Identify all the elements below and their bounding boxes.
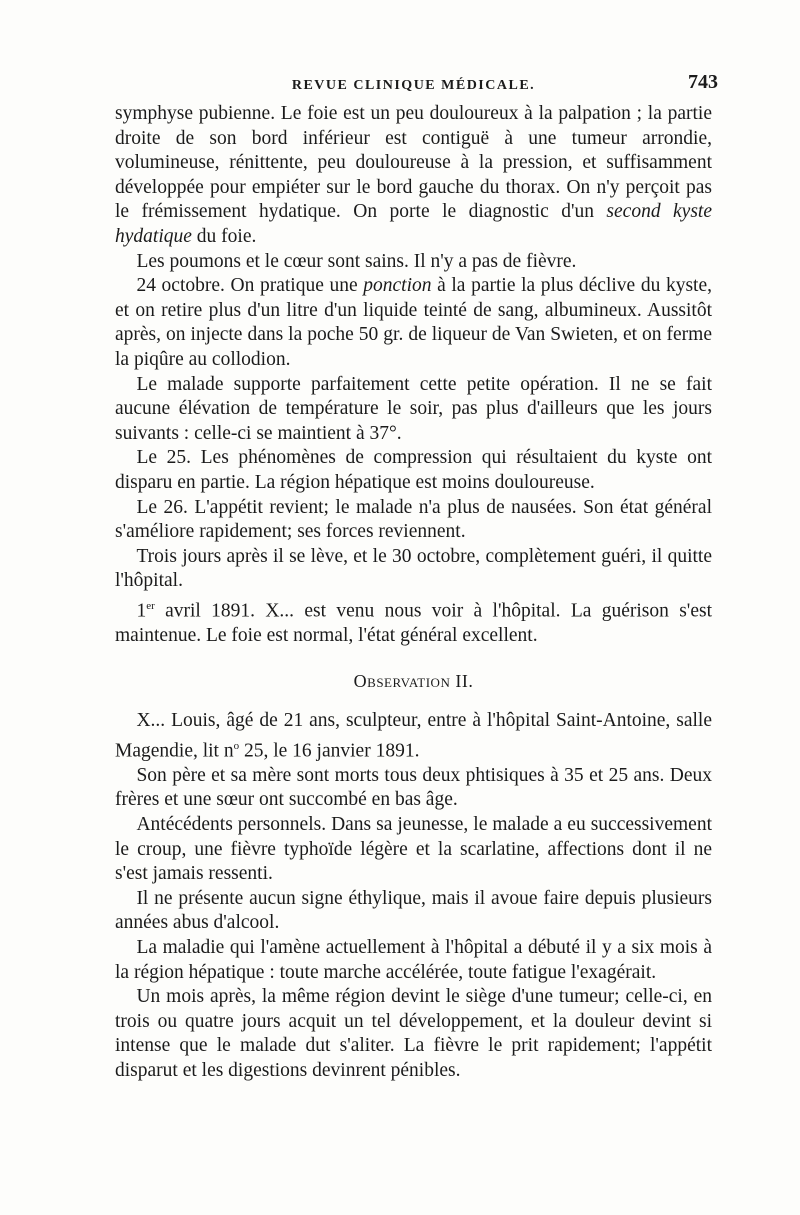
paragraph-tumor: Un mois après, la même région devint le siège d'une tumeur; celle-ci, en trois ou quatre jours acquit un tel développement, et la douleur devint si intense que le malade dut s'aliter. La fièvre le prit rapidement; l'appétit disparut et les digestions devinrent pénibles.	[115, 986, 712, 1081]
paragraph-lungs: Les poumons et le cœur sont sains. Il n'y a pas de fièvre.	[136, 250, 577, 272]
paragraph-diagnosis: symphyse pubienne. Le foie est un peu douloureux à la palpation ; la partie droite de son bord inférieur est contiguë à une tumeur arrondie, volumineuse, rénittente, peu douloureuse à la pression, et suffisamment développée pour empiéter sur le bord gauche du thorax. On n'y perçoit pas le frémissement hydatique. On porte le diagnostic d'un second kyste hydatique du foie.	[115, 103, 712, 247]
paragraph-25: Le 25. Les phénomènes de compression qui résultaient du kyste ont disparu en partie. La région hépatique est moins douloureuse.	[115, 447, 712, 493]
paragraph-family: Son père et sa mère sont morts tous deux phtisiques à 35 et 25 ans. Deux frères et une sœur ont succombé en bas âge.	[115, 764, 712, 811]
paragraph-24-october: 24 octobre. On pratique une ponction à la partie la plus déclive du kyste, et on retire plus d'un litre d'un liquide teinté de sang, albumineux. Aussitôt après, on injecte dans la poche 50 gr. de liqueur de Van Swieten, et on ferme la piqûre au collodion.	[115, 275, 712, 370]
paragraph-ethylic: Il ne présente aucun signe éthylique, mais il avoue faire depuis plusieurs années abus d'alcool.	[115, 887, 712, 934]
paragraph-patient: X... Louis, âgé de 21 ans, sculpteur, entre à l'hôpital Saint-Antoine, salle Magendie, lit $n^o$ 25, le 16 janvier 1891.	[115, 710, 712, 762]
paragraph-april: 1er avril 1891. X... est venu nous voir à l'hôpital. La guérison s'est maintenue. Le foie est normal, l'état général excellent.	[115, 599, 712, 646]
paragraph-discharge: Trois jours après il se lève, et le 30 octobre, complètement guéri, il quitte l'hôpital.	[115, 545, 712, 592]
paragraph-antecedents: Antécédents personnels. Dans sa jeunesse, le malade a eu successivement le croup, une fièvre typhoïde légère et la scarlatine, affections dont il ne s'est jamais ressenti.	[115, 814, 712, 885]
running-title: REVUE CLINIQUE MÉDICALE.	[291, 78, 536, 93]
page-header	[115, 70, 718, 102]
paragraph-26: Le 26. L'appétit revient; le malade n'a plus de nausées. Son état général s'améliore rapidement; ses forces reviennent.	[115, 496, 712, 543]
paragraph-operation: Le malade supporte parfaitement cette petite opération. Il ne se fait aucune élévation de température le soir, pas plus d'ailleurs que les jours suivants : celle-ci se maintient à 37°.	[115, 373, 712, 444]
paragraph-disease: La maladie qui l'amène actuellement à l'hôpital a débuté il y a six mois à la région hépatique : toute marche accélérée, toute fatigue l'exagérait.	[115, 937, 712, 983]
observation-heading: Observation II.	[353, 670, 474, 691]
page-number: 743	[688, 71, 718, 93]
